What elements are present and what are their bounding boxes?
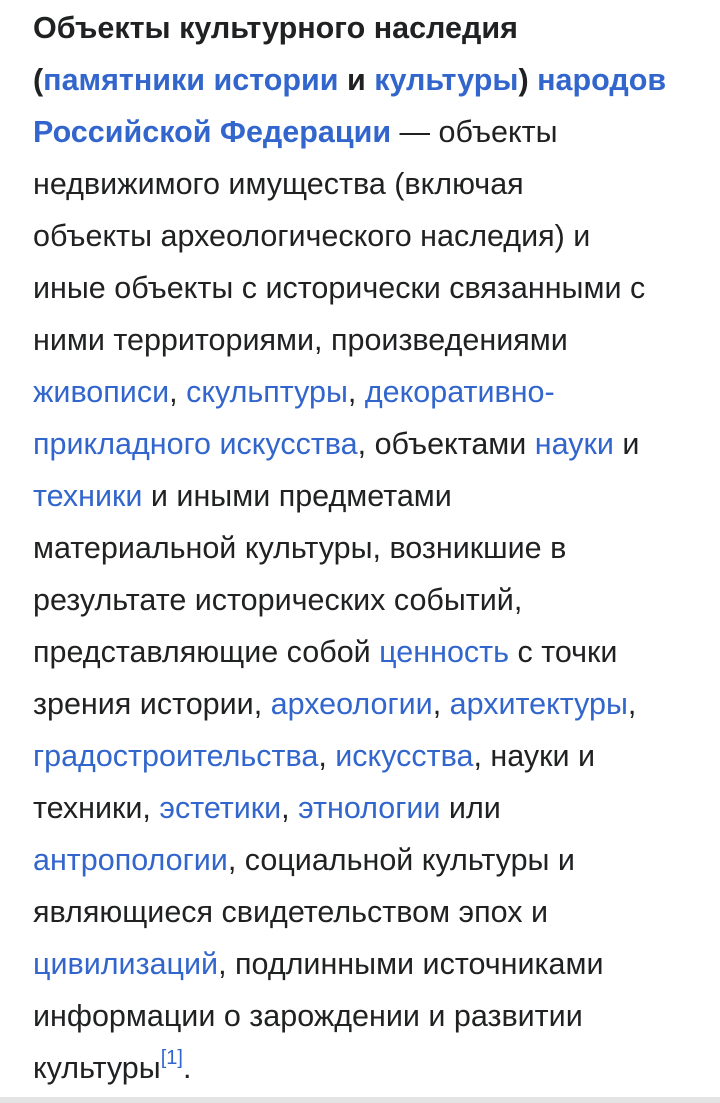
article-link[interactable]: декоративно-: [364, 375, 555, 409]
text-segment: и иными предметами: [142, 479, 452, 513]
text-segment: ,: [347, 375, 365, 409]
text-line: [33, 990, 697, 1042]
text-segment: зрения истории,: [33, 687, 271, 721]
article-link[interactable]: цивилизаций: [33, 947, 219, 981]
article-link[interactable]: народов: [537, 63, 667, 97]
text-segment: техники,: [33, 791, 160, 825]
text-line: [33, 262, 697, 314]
text-segment: — объекты: [391, 115, 558, 149]
text-line: [33, 626, 697, 678]
article-link[interactable]: науки: [534, 427, 614, 461]
text-segment: ,: [432, 687, 450, 721]
text-segment: материальной культуры, возникшие в: [33, 531, 567, 565]
text-line: [33, 314, 697, 366]
text-line: [33, 470, 697, 522]
text-line: [33, 158, 697, 210]
article-link[interactable]: памятники истории: [43, 63, 339, 97]
text-segment: результате исторических событий,: [33, 583, 523, 617]
text-segment: ,: [627, 687, 637, 721]
text-segment: представляющие собой: [33, 635, 380, 669]
article-link[interactable]: культуры: [374, 63, 519, 97]
article-link[interactable]: Российской Федерации: [33, 115, 392, 149]
text-line: [33, 522, 697, 574]
text-segment: с точки: [509, 635, 618, 669]
footnote-marker[interactable]: [161, 1047, 183, 1069]
text-segment: или: [440, 791, 501, 825]
article-link[interactable]: градостроительства: [33, 739, 319, 773]
text-line: [33, 782, 697, 834]
text-segment: .: [182, 1051, 192, 1085]
text-segment: ,: [169, 375, 187, 409]
text-segment: ,: [281, 791, 299, 825]
text-segment: , науки и: [473, 739, 596, 773]
article-link[interactable]: скульптуры: [186, 375, 348, 409]
text-line: [33, 678, 697, 730]
text-segment: , объектами: [357, 427, 535, 461]
text-line: [33, 366, 697, 418]
text-segment: (: [33, 63, 44, 97]
article-link[interactable]: прикладного искусства: [33, 427, 358, 461]
text-segment: информации о зарождении и развитии: [33, 999, 583, 1033]
bottom-divider: [0, 1097, 720, 1103]
text-segment: объекты археологического наследия) и: [33, 219, 591, 253]
text-line: [33, 574, 697, 626]
text-segment: и: [613, 427, 640, 461]
article-link[interactable]: техники: [33, 479, 143, 513]
text-line: [33, 106, 697, 158]
article-link[interactable]: антропологии: [33, 843, 228, 877]
text-line: [33, 938, 697, 990]
text-segment: культуры: [33, 1051, 161, 1085]
text-line: [33, 418, 697, 470]
text-segment: ,: [318, 739, 336, 773]
text-segment: недвижимого имущества (включая: [33, 167, 524, 201]
text-line: [33, 1042, 697, 1094]
article-link[interactable]: археологии: [270, 687, 433, 721]
article-link[interactable]: живописи: [33, 375, 170, 409]
text-segment: Объекты культурного наследия: [33, 11, 518, 45]
text-segment: ): [518, 63, 529, 97]
article-link[interactable]: эстетики: [159, 791, 282, 825]
article-link[interactable]: ценность: [379, 635, 510, 669]
text-line: [33, 886, 697, 938]
text-segment: и: [338, 63, 375, 97]
text-line: [33, 54, 697, 106]
reference-link[interactable]: [1]: [160, 1047, 183, 1069]
text-segment: ними территориями, произведениями: [33, 323, 568, 357]
text-segment: [529, 63, 537, 97]
article-link[interactable]: этнологии: [298, 791, 441, 825]
text-segment: являющиеся свидетельством эпох и: [33, 895, 548, 929]
text-line: [33, 2, 697, 54]
text-segment: , социальной культуры и: [227, 843, 575, 877]
article-paragraph: [33, 2, 697, 1094]
text-line: [33, 210, 697, 262]
text-segment: , подлинными источниками: [218, 947, 604, 981]
text-line: [33, 730, 697, 782]
text-line: [33, 834, 697, 886]
text-segment: иные объекты с исторически связанными с: [33, 271, 646, 305]
article-link[interactable]: архитектуры: [449, 687, 628, 721]
article-link[interactable]: искусства: [335, 739, 474, 773]
